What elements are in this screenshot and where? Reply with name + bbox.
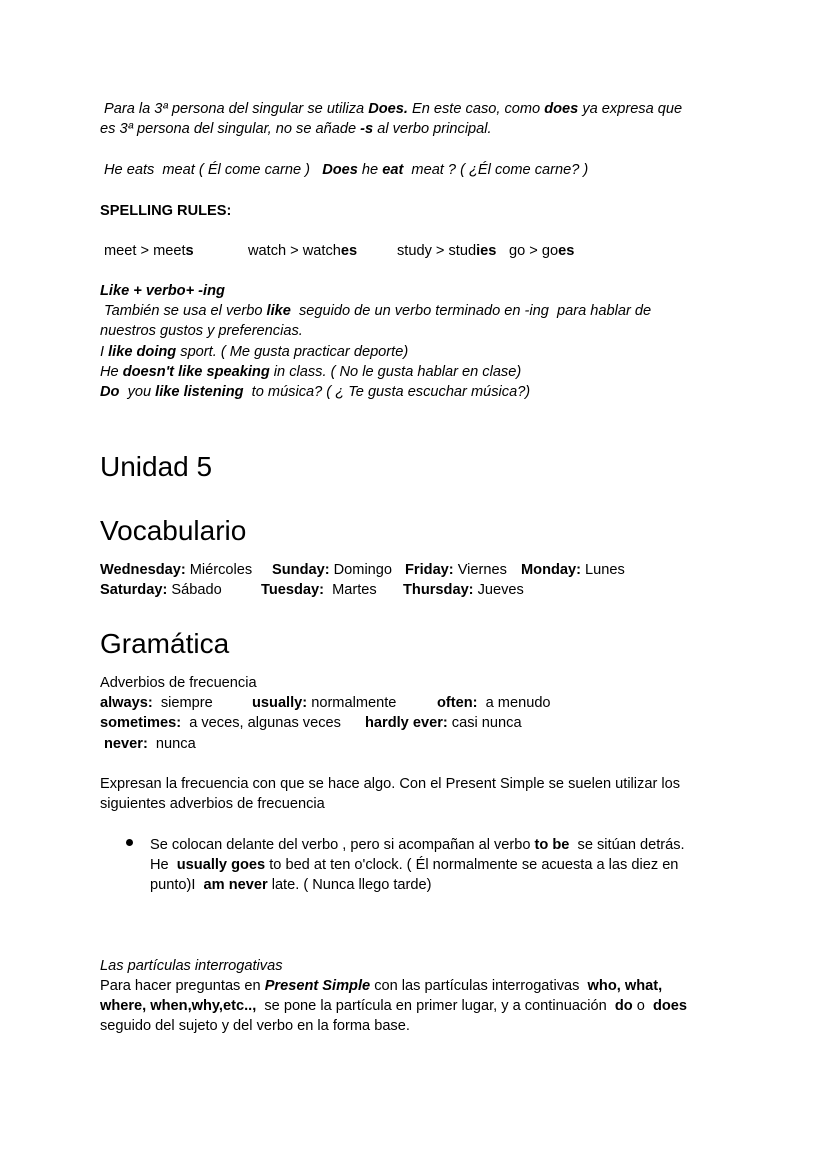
unit-title: Unidad 5 [100, 451, 213, 482]
frequency-paragraph-line-1: Expresan la frecuencia con que se hace algo. Con el Present Simple se suelen utilizar los [100, 776, 681, 792]
grammar-heading: Gramática [100, 628, 230, 659]
spelling-example-go: go > goes [509, 243, 575, 259]
intro-line-1: Para la 3ª persona del singular se utiliza Does. En este caso, como does ya expresa que [104, 101, 683, 117]
bullet-line-3: punto)I am never late. ( Nunca llego tarde) [150, 877, 432, 893]
adverb-sometimes: sometimes: a veces, algunas veces [100, 715, 341, 731]
bullet-line-1: Se colocan delante del verbo , pero si acompañan al verbo to be se sitúan detrás. [150, 837, 685, 853]
interrogative-title: Las partículas interrogativas [100, 958, 283, 974]
frequency-paragraph-line-2: siguientes adverbios de frecuencia [100, 796, 325, 812]
like-description-line-1: También se usa el verbo like seguido de un verbo terminado en -ing para hablar de [104, 303, 652, 319]
interrogative-line-3: seguido del sujeto y del verbo en la forma base. [100, 1018, 410, 1034]
example-line: He eats meat ( Él come carne ) Does he eat meat ? ( ¿Él come carne? ) [104, 162, 589, 178]
vocab-thursday: Thursday: Jueves [403, 582, 524, 598]
spelling-example-study: study > studies [397, 243, 497, 259]
like-ing-title: Like + verbo+ -ing [100, 283, 225, 299]
vocab-sunday: Sunday: Domingo [272, 562, 393, 578]
intro-line-2: es 3ª persona del singular, no se añade -s al verbo principal. [100, 121, 492, 137]
interrogative-line-2: where, when,why,etc.., se pone la partícula en primer lugar, y a continuación do o does [100, 998, 688, 1014]
spelling-example-meet: meet > meets [104, 243, 194, 259]
vocab-tuesday: Tuesday: Martes [261, 582, 377, 598]
frequency-adverbs-title: Adverbios de frecuencia [100, 675, 257, 691]
bullet-line-2: He usually goes to bed at ten o'clock. ( Él normalmente se acuesta a las diez en [150, 857, 679, 873]
vocab-row-1: Wednesday: Miércoles [100, 562, 253, 578]
like-example-2: He doesn't like speaking in class. ( No le gusta hablar en clase) [100, 364, 522, 380]
bullet-dot [126, 839, 133, 846]
like-description-line-2: nuestros gustos y preferencias. [100, 323, 303, 339]
adverb-always: always: siempre [100, 695, 213, 711]
adverb-hardly-ever: hardly ever: casi nunca [365, 715, 522, 731]
vocab-monday: Monday: Lunes [521, 562, 625, 578]
spelling-rules-title: SPELLING RULES: [100, 203, 232, 219]
adverb-often: often: a menudo [437, 695, 551, 711]
interrogative-line-1: Para hacer preguntas en Present Simple con las partículas interrogativas who, what, [100, 978, 663, 994]
adverb-never: never: nunca [104, 736, 196, 752]
adverb-usually: usually: normalmente [252, 695, 397, 711]
spelling-example-watch: watch > watches [248, 243, 358, 259]
vocab-friday: Friday: Viernes [405, 562, 507, 578]
vocab-saturday: Saturday: Sábado [100, 582, 222, 598]
vocabulary-heading: Vocabulario [100, 515, 247, 546]
like-example-3: Do you like listening to música? ( ¿ Te gusta escuchar música?) [100, 384, 531, 400]
like-example-1: I like doing sport. ( Me gusta practicar deporte) [100, 344, 409, 360]
